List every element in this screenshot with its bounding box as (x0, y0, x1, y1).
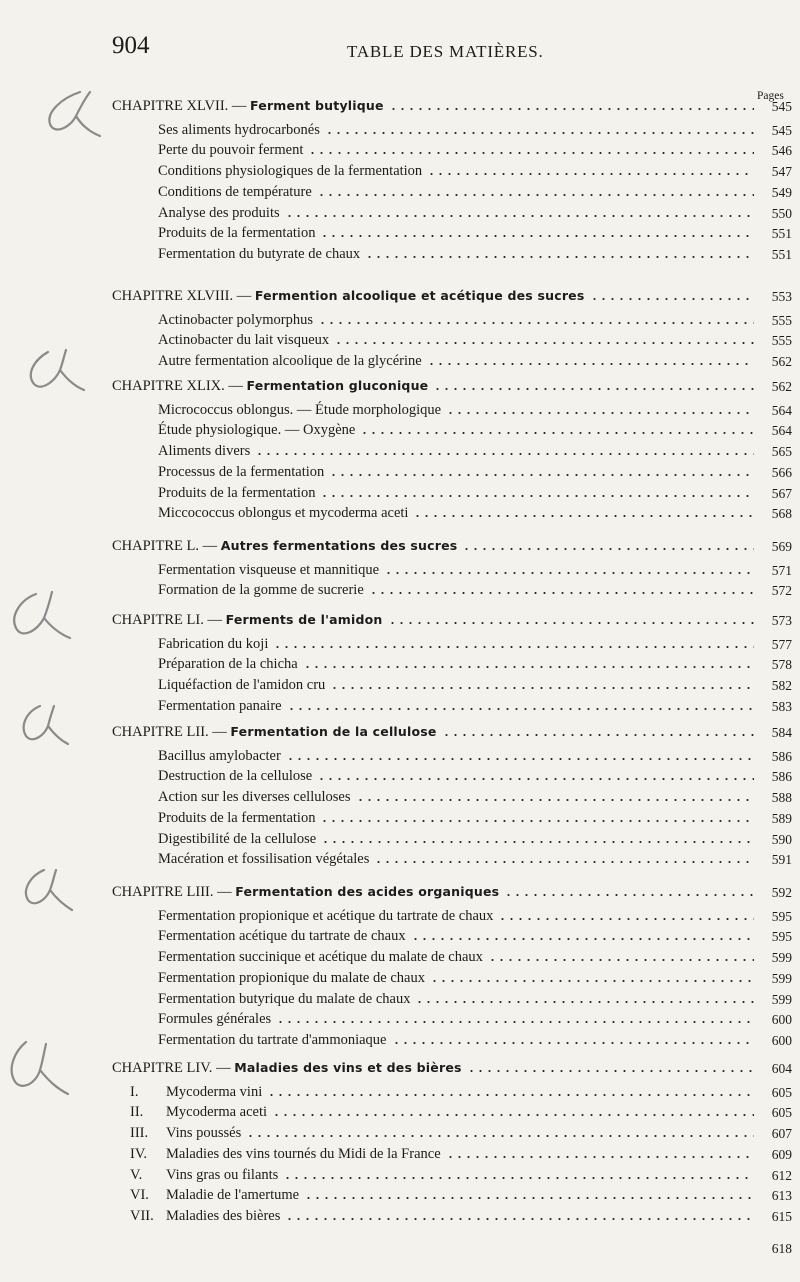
toc-entry (158, 398, 792, 419)
chapter-label: CHAPITRE LII. (112, 724, 209, 740)
dot-leader (504, 894, 754, 896)
margin-annotations (0, 0, 110, 1282)
dot-leader (427, 173, 754, 175)
toc-entry (158, 652, 792, 673)
page-ref: 566 (771, 464, 792, 480)
toc-entry (158, 349, 792, 370)
toc-entry (158, 1028, 792, 1049)
entry-text: Action sur les diverses celluloses (158, 789, 351, 806)
alpha-mark (26, 870, 72, 910)
toc-entry (158, 578, 792, 599)
chapter-heading (112, 374, 792, 395)
toc-entry (130, 1080, 792, 1101)
dot-leader (317, 778, 754, 780)
dot-leader (329, 474, 754, 476)
page-ref: 568 (771, 506, 792, 522)
dot-leader (334, 342, 754, 344)
page-ref: 607 (771, 1126, 792, 1142)
entry-text: Fermentation succinique et acétique du malate de chaux (158, 949, 483, 966)
page-ref: 547 (771, 164, 792, 180)
page-ref: 586 (771, 748, 792, 764)
chapter-heading-text (112, 538, 457, 555)
entry-text: Fermentation visqueuse et mannitique (158, 561, 380, 578)
toc-entry (158, 501, 792, 522)
toc-entry (158, 847, 792, 868)
entry-text: Micrococcus oblongus. — Étude morphologique (158, 401, 442, 418)
dot-leader (446, 412, 754, 414)
dot-leader (498, 918, 754, 920)
dot-leader (273, 646, 754, 648)
entry-text: Fermentation propionique et acétique du tartrate de chaux (158, 907, 494, 924)
page-ref: 551 (771, 246, 792, 262)
entry-text: Vins gras ou filants (166, 1166, 279, 1183)
page-ref: 599 (771, 991, 792, 1007)
entry-text: Formation de la gomme de sucrerie (158, 582, 364, 599)
page-ref: 583 (771, 698, 792, 714)
chapter-title: Autres fermentations des sucres (220, 538, 458, 553)
page-ref: 591 (771, 852, 792, 868)
chapter-heading (112, 1056, 792, 1077)
dot-leader (320, 495, 754, 497)
page-ref: 550 (771, 205, 792, 221)
entry-text: Actinobacter du lait visqueux (158, 332, 330, 349)
chapter-title: Ferment butylique (250, 98, 384, 113)
entry-roman-numeral: IV. (130, 1145, 148, 1162)
dot-leader (360, 432, 754, 434)
toc-entry (158, 945, 792, 966)
chapter-heading (112, 534, 792, 555)
alpha-mark (14, 592, 70, 638)
entry-text: Produits de la fermentation (158, 809, 316, 826)
entry-text: Maladie de l'amertume (166, 1187, 300, 1204)
dot-leader (415, 1001, 754, 1003)
dot-leader (246, 1135, 754, 1137)
alpha-mark (24, 706, 68, 744)
pages-column-label: Pages (757, 90, 784, 102)
dot-leader (384, 572, 754, 574)
page-header (112, 30, 792, 70)
entry-text: Fermentation du butyrate de chaux (158, 245, 361, 262)
chapter-heading-text (112, 1060, 462, 1077)
dot-leader (320, 235, 754, 237)
page-ref: 572 (771, 583, 792, 599)
toc-entry (158, 460, 792, 481)
chapter-heading (112, 720, 792, 741)
page-ref: 590 (771, 831, 792, 847)
dot-leader (427, 363, 754, 365)
chapter-separator: — (203, 612, 226, 628)
page-ref: 613 (771, 1188, 792, 1204)
entry-text: Aliments divers (158, 443, 251, 460)
toc-entry (130, 1183, 792, 1204)
page-ref: 565 (771, 444, 792, 460)
page-ref: 577 (771, 636, 792, 652)
chapter-separator: — (228, 98, 251, 114)
toc-entry (130, 1163, 792, 1184)
page-ref: 588 (771, 790, 792, 806)
chapter-label: CHAPITRE L. (112, 538, 199, 554)
page-ref: 555 (771, 312, 792, 328)
dot-leader (303, 666, 754, 668)
dot-leader (413, 515, 754, 517)
toc-entry (158, 764, 792, 785)
page-ref: 555 (771, 333, 792, 349)
dot-leader (392, 1042, 755, 1044)
toc-entry (130, 1142, 792, 1163)
chapter-separator: — (208, 724, 231, 740)
toc-entry (158, 1007, 792, 1028)
dot-leader (283, 1177, 754, 1179)
page-ref: 595 (771, 929, 792, 945)
dot-leader (462, 548, 754, 550)
entry-text: Fermentation panaire (158, 697, 282, 714)
entry-text: Analyse des produits (158, 204, 280, 221)
toc-entry (158, 201, 792, 222)
page-ref: 600 (771, 1032, 792, 1048)
page-ref: 592 (771, 885, 792, 900)
toc-entry (158, 966, 792, 987)
page-ref: 586 (771, 769, 792, 785)
chapter-separator: — (224, 378, 247, 394)
chapter-heading-text (112, 612, 383, 629)
toc-entry (158, 242, 792, 263)
page-ref: 553 (771, 289, 792, 304)
dot-leader (590, 298, 755, 300)
entry-text: Produits de la fermentation (158, 225, 316, 242)
chapter-heading (112, 284, 792, 305)
chapter-heading-text (112, 98, 384, 115)
dot-leader (356, 799, 755, 801)
page-ref: 582 (771, 678, 792, 694)
entry-text: Liquéfaction de l'amidon cru (158, 677, 326, 694)
toc-entry (158, 418, 792, 439)
entry-text: Mycoderma vini (166, 1083, 263, 1100)
page-ref: 599 (771, 970, 792, 986)
toc-entry (130, 1121, 792, 1142)
dot-leader (411, 938, 754, 940)
toc-entry (158, 481, 792, 502)
page-ref: 564 (771, 423, 792, 439)
toc-entry (158, 180, 792, 201)
chapter-label: CHAPITRE XLIX. (112, 378, 225, 394)
entry-text: Autre fermentation alcoolique de la glycérine (158, 353, 422, 370)
entry-text: Perte du pouvoir ferment (158, 142, 304, 159)
chapter-title: Fermentation gluconique (246, 378, 429, 393)
entry-text: Miccococcus oblongus et mycoderma aceti (158, 505, 409, 522)
toc-entry (158, 138, 792, 159)
entry-text: Étude physiologique. — Oxygène (158, 422, 356, 439)
page-ref: 589 (771, 810, 792, 826)
chapter-label: CHAPITRE LIII. (112, 884, 214, 900)
dot-leader (374, 861, 754, 863)
chapter-heading (112, 608, 792, 629)
entry-text: Destruction de la cellulose (158, 768, 313, 785)
entry-text: Produits de la fermentation (158, 484, 316, 501)
dot-leader (285, 215, 754, 217)
entry-text: Processus de la fermentation (158, 463, 325, 480)
chapter-separator: — (199, 538, 221, 554)
dot-leader (433, 388, 754, 390)
toc-entry (158, 806, 792, 827)
dot-leader (321, 841, 754, 843)
alpha-mark (12, 1042, 68, 1094)
page-ref: 605 (771, 1084, 792, 1100)
dot-leader (304, 1197, 754, 1199)
page-ref: 595 (771, 908, 792, 924)
chapter-heading-text (112, 288, 585, 305)
chapter-title: Fermentation des acides organiques (235, 884, 500, 899)
page-ref: 612 (771, 1167, 792, 1183)
dot-leader (255, 453, 754, 455)
dot-leader (389, 108, 754, 110)
dot-leader (446, 1156, 754, 1158)
page-ref: 564 (771, 402, 792, 418)
chapter-title: Fermention alcoolique et acétique des sucres (254, 288, 585, 303)
dot-leader (318, 322, 754, 324)
entry-roman-numeral: II. (130, 1104, 144, 1121)
chapter-label: CHAPITRE XLVIII. (112, 288, 234, 304)
chapter-label: CHAPITRE XLVII. (112, 98, 229, 114)
entry-text: Mycoderma aceti (166, 1104, 268, 1121)
toc-entry (158, 118, 792, 139)
dot-leader (430, 980, 754, 982)
running-title: TABLE DES MATIÈRES. (347, 42, 544, 61)
page-ref: 545 (771, 122, 792, 138)
dot-leader (320, 820, 754, 822)
entry-text: Actinobacter polymorphus (158, 311, 314, 328)
page-ref: 546 (771, 143, 792, 159)
chapter-label: CHAPITRE LIV. (112, 1060, 213, 1076)
page-ref: 615 (771, 1208, 792, 1224)
entry-text: Fermentation butyrique du malate de chaux (158, 990, 411, 1007)
entry-roman-numeral: VI. (130, 1187, 149, 1204)
page-ref: 599 (771, 950, 792, 966)
dot-leader (287, 708, 754, 710)
chapter-separator: — (212, 1060, 235, 1076)
toc-entry (158, 904, 792, 925)
toc-entry (158, 827, 792, 848)
page-ref: 609 (771, 1146, 792, 1162)
dot-leader (467, 1070, 754, 1072)
entry-text: Fabrication du koji (158, 635, 269, 652)
chapter-heading-text (112, 724, 437, 741)
entry-text: Maladies des vins tournés du Midi de la France (166, 1145, 441, 1162)
page-ref: 571 (771, 562, 792, 578)
dot-leader (267, 1094, 754, 1096)
page-ref: 567 (771, 485, 792, 501)
dot-leader (272, 1114, 754, 1116)
entry-text: Fermentation propionique du malate de chaux (158, 969, 425, 986)
chapter-title: Maladies des vins et des bières (234, 1060, 462, 1075)
chapter-heading (112, 94, 792, 115)
page-ref-last: 618 (771, 1241, 792, 1256)
entry-text: Fermentation acétique du tartrate de chaux (158, 928, 406, 945)
entry-roman-numeral: VII. (130, 1207, 154, 1224)
toc-entry (158, 159, 792, 180)
entry-text: Formules générales (158, 1011, 272, 1028)
page-ref: 549 (771, 184, 792, 200)
page-ref: 562 (771, 379, 792, 394)
entry-text: Conditions de température (158, 183, 312, 200)
entry-text: Digestibilité de la cellulose (158, 830, 317, 847)
toc-entry (158, 694, 792, 715)
page-ref: 545 (771, 99, 792, 114)
dot-leader (325, 132, 754, 134)
toc-entry (158, 673, 792, 694)
dot-leader (317, 194, 754, 196)
entry-text: Maladies des bières (166, 1207, 281, 1224)
alpha-mark (49, 92, 100, 136)
entry-text: Macération et fossilisation végétales (158, 851, 370, 868)
page-number: 904 (112, 32, 150, 59)
toc-entry (158, 328, 792, 349)
dot-leader (365, 256, 754, 258)
page-ref: 551 (771, 226, 792, 242)
toc-entry (130, 1204, 792, 1225)
toc-entry (158, 744, 792, 765)
entry-text: Vins poussés (166, 1125, 242, 1142)
page-ref: 604 (771, 1061, 792, 1076)
toc-entry (158, 221, 792, 242)
entry-text: Fermentation du tartrate d'ammoniaque (158, 1031, 387, 1048)
page-ref: 600 (771, 1012, 792, 1028)
chapter-label: CHAPITRE LI. (112, 612, 204, 628)
toc-entry (158, 785, 792, 806)
toc-entry (158, 924, 792, 945)
dot-leader (285, 1218, 754, 1220)
dot-leader (330, 687, 754, 689)
toc-entry (158, 632, 792, 653)
page-ref: 584 (771, 725, 792, 740)
chapter-separator: — (213, 884, 236, 900)
entry-text: Conditions physiologiques de la fermentation (158, 163, 423, 180)
chapter-title: Ferments de l'amidon (225, 612, 383, 627)
dot-leader (286, 758, 754, 760)
toc-entry (158, 987, 792, 1008)
toc-entry (130, 1100, 792, 1121)
entry-text: Bacillus amylobacter (158, 747, 281, 764)
entry-text: Préparation de la chicha (158, 656, 298, 673)
page-ref: 569 (771, 539, 792, 554)
dot-leader (369, 592, 754, 594)
chapter-title: Fermentation de la cellulose (230, 724, 437, 739)
dot-leader (308, 152, 754, 154)
chapter-separator: — (233, 288, 255, 304)
toc-entry (158, 439, 792, 460)
toc-entry (158, 558, 792, 579)
entry-text: Ses aliments hydrocarbonés (158, 121, 320, 138)
dot-leader (488, 959, 754, 961)
entry-roman-numeral: V. (130, 1166, 143, 1183)
entry-roman-numeral: I. (130, 1083, 139, 1100)
entry-roman-numeral: III. (130, 1125, 149, 1142)
dot-leader (442, 734, 754, 736)
chapter-heading (112, 880, 792, 901)
page-ref: 573 (771, 613, 792, 628)
dot-leader (388, 622, 754, 624)
page-ref: 578 (771, 657, 792, 673)
chapter-heading-text (112, 884, 499, 901)
alpha-mark (31, 350, 84, 390)
chapter-heading-text (112, 378, 428, 395)
dot-leader (276, 1021, 754, 1023)
page-ref: 562 (771, 354, 792, 370)
toc-entry (158, 308, 792, 329)
page-ref: 605 (771, 1105, 792, 1121)
